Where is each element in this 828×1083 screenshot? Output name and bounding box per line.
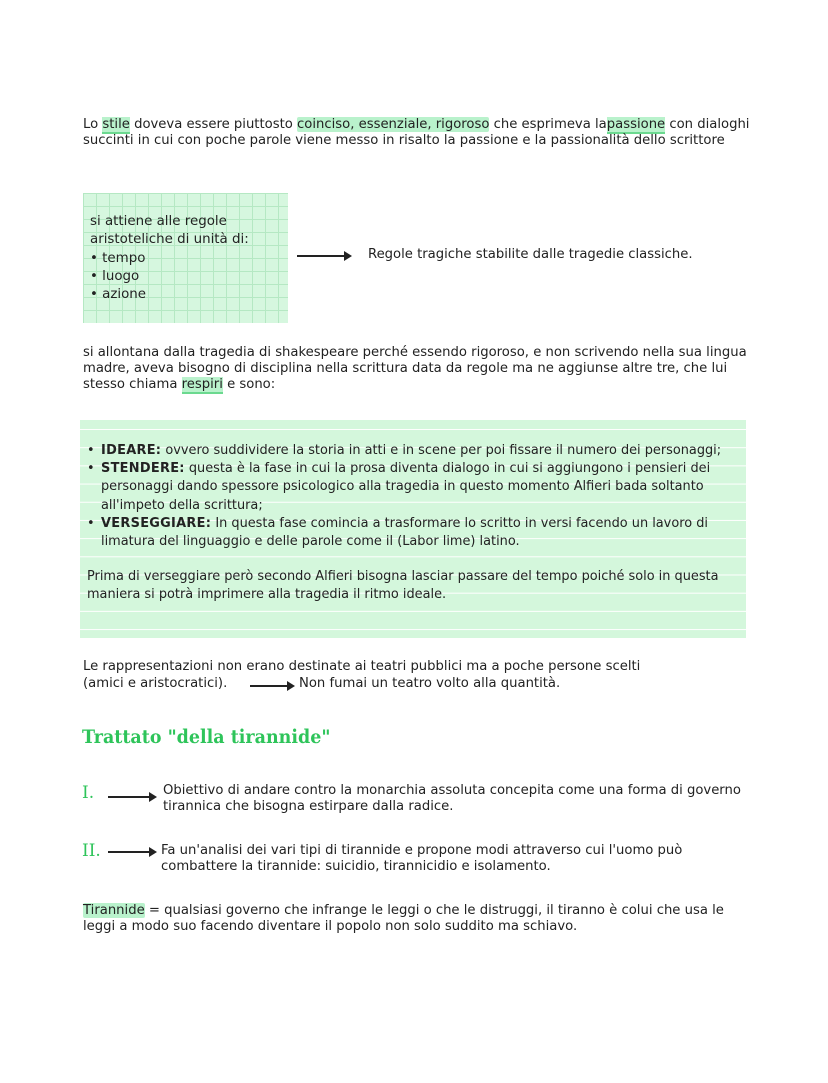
- steps-note: Prima di verseggiare però secondo Alfieri bisogna lasciar passare del tempo poiché solo in questa maniera si potrà imprimere alla tragedia il ritmo ideale.: [87, 569, 719, 603]
- point-i-text: Obiettivo di andare contro la monarchia assoluta concepita come una forma di governo tirannica che bisogna estirpare dalla radice.: [163, 783, 741, 814]
- section-title: Trattato "della tirannide": [82, 726, 331, 748]
- term-passione: passione: [606, 117, 666, 132]
- grid-note-item: • luogo: [90, 268, 285, 286]
- shakespeare-paragraph: si allontana dalla tragedia di shakespeare perché essendo rigoroso, e non scrivendo nella sua lingua madre, aveva bisogno di disciplina nella scrittura data da regole ma ne aggiunse altre tre, che lui stesso chiama respiri e sono:: [83, 345, 747, 392]
- numeral-i: I.: [82, 783, 95, 803]
- step-item: • STENDERE: questa è la fase in cui la prosa diventa dialogo in cui si aggiungono i pensieri dei personaggi dando spessore psicologico alla tragedia in questo momento Alfieri bada soltanto all'impeto della scrittura;: [85, 460, 740, 515]
- rappresentazioni-line-2: (amici e aristocratici).: [83, 676, 228, 691]
- term-coinciso: coinciso, essenziale, rigoroso: [297, 117, 490, 132]
- grid-note-list: [90, 250, 285, 305]
- point-ii-text: Fa un'analisi dei vari tipi di tirannide e propone modi attraverso cui l'uomo può combattere la tirannide: suicidio, tirannicidio e isolamento.: [161, 843, 683, 874]
- grid-note-line-1: si attiene alle regole: [90, 214, 227, 229]
- grid-result: Regole tragiche stabilite dalle tragedie classiche.: [368, 247, 693, 262]
- definition-paragraph: Tirannide = qualsiasi governo che infrange le leggi o che le distruggi, il tiranno è colui che usa le leggi a modo suo facendo diventare il popolo non solo suddito ma schiavo.: [83, 903, 724, 934]
- numeral-ii: II.: [82, 841, 101, 861]
- term-respiri: respiri: [181, 377, 223, 392]
- grid-note: [90, 213, 285, 304]
- arrow-right-icon: [250, 685, 292, 687]
- steps-list: [85, 442, 740, 551]
- arrow-right-icon: [297, 255, 349, 257]
- steps-block: [85, 442, 740, 605]
- term-tirannide: Tirannide: [83, 903, 145, 918]
- rappresentazioni-result: Non fumai un teatro volto alla quantità.: [299, 676, 561, 691]
- intro-paragraph: Lo stile doveva essere piuttosto coinciso, essenziale, rigoroso che esprimeva lapassione con dialoghi succinti in cui con poche parole viene messo in risalto la passione e la passionalità dello scrittore: [83, 117, 750, 148]
- grid-note-line-2: aristoteliche di unità di:: [90, 232, 249, 248]
- rappresentazioni-line-1: Le rappresentazioni non erano destinate ai teatri pubblici ma a poche persone scelti: [83, 659, 641, 674]
- grid-note-item: • azione: [90, 286, 285, 304]
- grid-note-item: • tempo: [90, 250, 285, 268]
- arrow-right-icon: [108, 851, 154, 853]
- arrow-right-icon: [108, 796, 154, 798]
- step-item: • VERSEGGIARE: In questa fase comincia a trasformare lo scritto in versi facendo un lavoro di limatura del linguaggio e delle parole come il (Labor lime) latino.: [85, 515, 740, 551]
- step-item: • IDEARE: ovvero suddividere la storia in atti e in scene per poi fissare il numero dei personaggi;: [85, 442, 740, 460]
- term-stile: stile: [102, 117, 130, 132]
